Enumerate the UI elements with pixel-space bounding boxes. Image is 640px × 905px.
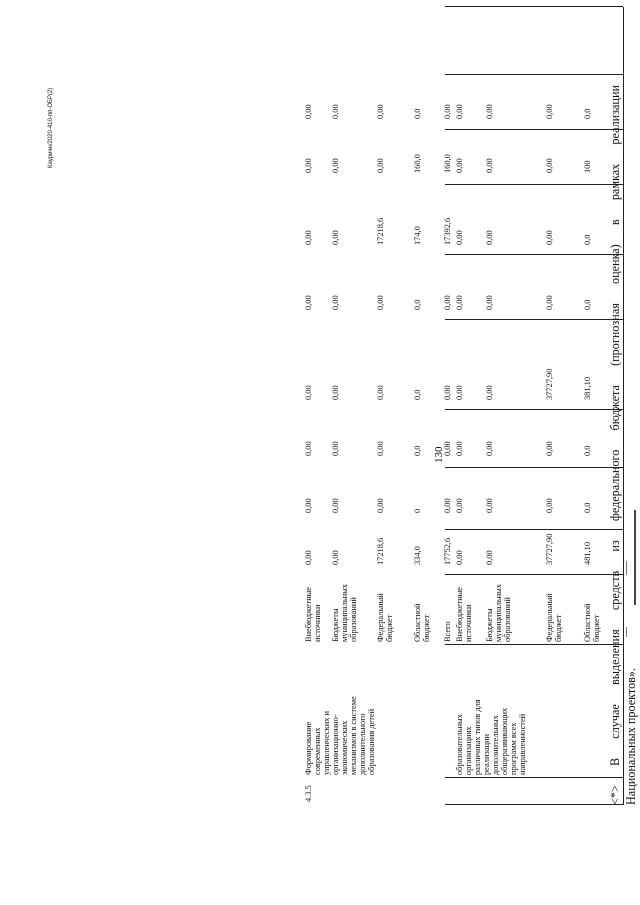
- table-column-line: [445, 129, 623, 130]
- table-column-line: [445, 644, 623, 645]
- table-cell: 0,00: [331, 385, 340, 400]
- table-cell: 0,0: [413, 299, 422, 310]
- table-cell: 0,00: [455, 498, 464, 513]
- table-cell: 0,00: [545, 498, 554, 513]
- table-cell: 0,0: [413, 108, 422, 119]
- table-cell: 0,00: [376, 498, 385, 513]
- scan-mark: [634, 510, 636, 605]
- table-cell: 0,00: [443, 295, 452, 310]
- funding-source: Внебюджетные источники: [304, 586, 322, 642]
- table-cell: 0,00: [485, 295, 494, 310]
- scan-mark: [626, 561, 627, 575]
- table-cell: 0,00: [485, 158, 494, 173]
- table-cell: 0,00: [443, 498, 452, 513]
- table-cell: 0,00: [443, 104, 452, 119]
- table-cell: 37727,90: [545, 533, 554, 565]
- table-cell: 0,00: [376, 385, 385, 400]
- table-cell: 0,00: [304, 104, 313, 119]
- table-column-line: [445, 6, 623, 7]
- table-cell: 17752,6: [443, 537, 452, 565]
- table-cell: 0,00: [485, 385, 494, 400]
- table-cell: 0,00: [443, 385, 452, 400]
- table-cell: 0,00: [455, 550, 464, 565]
- funding-source: Бюджеты муниципальных образований: [331, 584, 358, 642]
- table-column-line: [445, 184, 623, 185]
- table-cell: 17218,6: [376, 537, 385, 565]
- table-cell: 481,10: [583, 541, 592, 565]
- table-cell: 0,00: [376, 295, 385, 310]
- funding-source: Федеральный бюджет: [376, 593, 394, 642]
- table-cell: 0,00: [304, 441, 313, 456]
- page-number: 130: [433, 446, 445, 463]
- table-cell: 0,00: [376, 158, 385, 173]
- measure-name: Формирование современных управленческих и организационно- экономических механизмов в системе дополнительного образования детей: [304, 696, 376, 775]
- funding-source: Областной бюджет: [413, 603, 431, 642]
- table-cell: 17392,6: [443, 217, 452, 245]
- table-cell: 0,00: [485, 104, 494, 119]
- funding-source: Федеральный бюджет: [545, 593, 563, 642]
- table-cell: 0,00: [304, 230, 313, 245]
- table-cell: 0,0: [583, 108, 592, 119]
- table-cell: 0,00: [455, 441, 464, 456]
- table-cell: 0,00: [331, 230, 340, 245]
- table-cell: 0,00: [304, 295, 313, 310]
- table-cell: 160,0: [413, 154, 422, 173]
- table-cell: 0,0: [413, 445, 422, 456]
- table-cell: 0,0: [583, 234, 592, 245]
- table-cell: 0,00: [331, 104, 340, 119]
- measure-name: образовательных организациях различных типов для реализации дополнительных общеразвивающих программ всех направленностей: [455, 699, 527, 775]
- table-column-line: [445, 574, 623, 575]
- table-cell: 0,00: [485, 550, 494, 565]
- table-column-line: [445, 777, 623, 778]
- footnote-line-2: Национальных проектов».: [624, 667, 638, 805]
- table-column-line: [445, 319, 623, 320]
- table-cell: 0,00: [485, 230, 494, 245]
- table-cell: 37727,90: [545, 368, 554, 400]
- table-cell: 0,00: [455, 230, 464, 245]
- table-cell: 0,00: [455, 385, 464, 400]
- table-cell: 0,00: [455, 295, 464, 310]
- table-cell: 0,0: [413, 389, 422, 400]
- table-cell: 0,00: [545, 295, 554, 310]
- row-number: 4.3.5: [304, 785, 313, 802]
- funding-source: Внебюджетные источники: [455, 586, 473, 642]
- table-cell: 0,00: [443, 441, 452, 456]
- table-column-line: [445, 529, 623, 530]
- table-cell: 0,00: [485, 498, 494, 513]
- table-cell: 17218,6: [376, 217, 385, 245]
- table-cell: 0,00: [304, 385, 313, 400]
- table-cell: 160,0: [443, 154, 452, 173]
- table-cell: 0,00: [331, 498, 340, 513]
- table-column-line: [445, 254, 623, 255]
- table-cell: 0,00: [376, 441, 385, 456]
- funding-source: Всего: [443, 621, 452, 642]
- table-cell: 0,00: [331, 441, 340, 456]
- funding-source: Областной бюджет: [583, 603, 601, 642]
- table-cell: 0,00: [485, 441, 494, 456]
- table-cell: 0,00: [455, 158, 464, 173]
- table-cell: 0,0: [583, 445, 592, 456]
- table-cell: 0,00: [304, 158, 313, 173]
- table-cell: 0,00: [455, 104, 464, 119]
- footnote-line-1: <*> В случае выделения средств из федерального бюджета (прогнозная оценка) в рамках реализации: [608, 85, 622, 805]
- table-cell: 0,00: [376, 104, 385, 119]
- table-cell: 0,00: [545, 230, 554, 245]
- table-cell: 0,0: [583, 502, 592, 513]
- table-cell: 0,00: [331, 550, 340, 565]
- table-cell: 174,0: [413, 226, 422, 245]
- table-column-line: [445, 467, 623, 468]
- table-cell: 0: [413, 508, 422, 513]
- table-column-line: [445, 74, 623, 75]
- table-cell: 0,00: [331, 295, 340, 310]
- table-cell: 0,00: [304, 550, 313, 565]
- table-column-line: [445, 804, 623, 805]
- funding-source: Бюджеты муниципальных образований: [485, 584, 512, 642]
- table-column-line: [445, 409, 623, 410]
- table-cell: 334,0: [413, 546, 422, 565]
- table-cell: 381,10: [583, 376, 592, 400]
- scan-mark: [626, 627, 627, 637]
- table-cell: 0,00: [304, 498, 313, 513]
- table-cell: 0,00: [545, 441, 554, 456]
- table-cell: 0,00: [331, 158, 340, 173]
- footnote: [607, 85, 639, 805]
- table-cell: 0,00: [545, 104, 554, 119]
- table-cell: 0,0: [583, 299, 592, 310]
- document-stamp: Кауричн/2020-410-пп-ОБР(2): [48, 87, 54, 168]
- table-cell: 0,00: [545, 158, 554, 173]
- table-cell: 100: [583, 160, 592, 173]
